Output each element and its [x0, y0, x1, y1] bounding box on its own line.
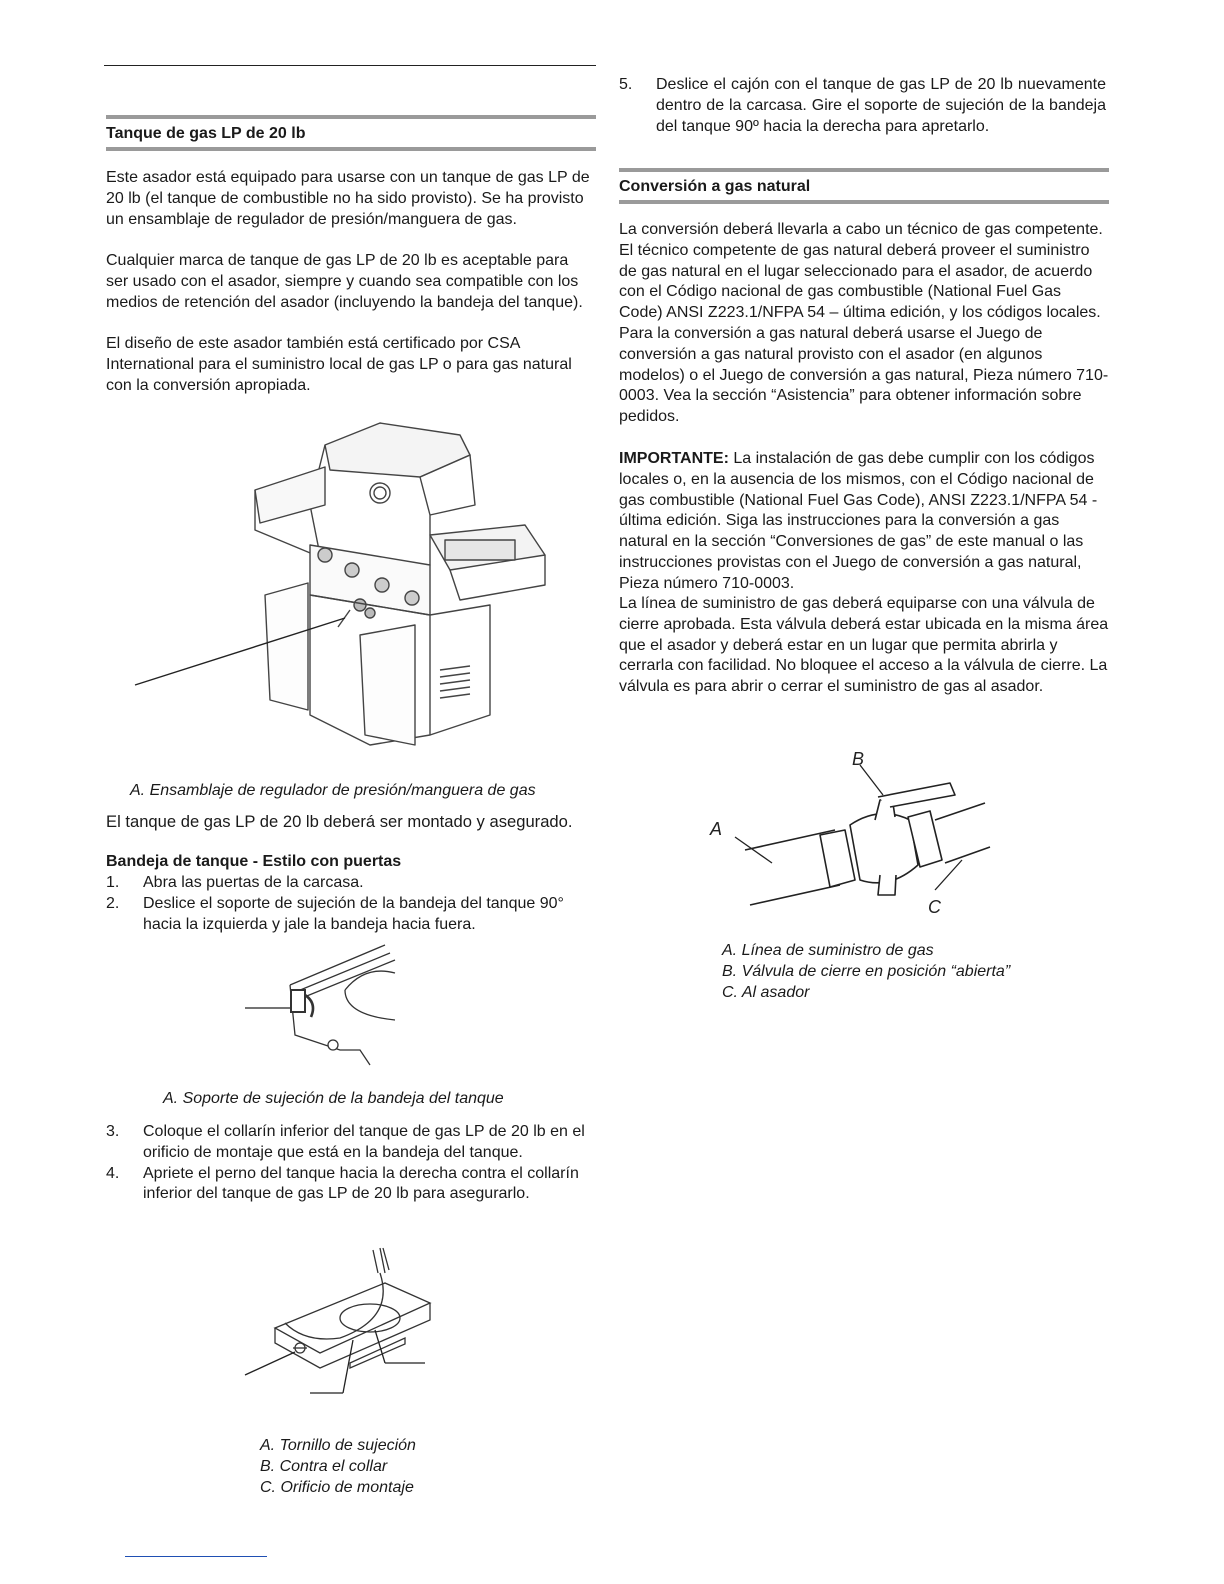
- steps-list-a: [106, 873, 576, 935]
- list-item: 2. Deslice el soporte de sujeción de la bandeja del tanque 90° hacia la izquierda y jale la bandeja hacia fuera.: [106, 894, 564, 933]
- tray-illustration: [245, 1248, 435, 1398]
- grill-illustration: [130, 415, 560, 755]
- valve-label-a: A: [710, 819, 723, 839]
- important-paragraph: IMPORTANTE: La instalación de gas debe cumplir con los códigos locales o, en la ausencia de los mismos, con el Código nacional de gas combustible (National Fuel Gas Code), ANSI Z223.1/NFPA 54 - última edición. Siga las instrucciones para la conversión a gas natural en la sección “Conversiones de gas” de este manual o las instrucciones provistas con el Juego de conversión a gas natural, Pieza número 710-0003.: [619, 450, 1098, 592]
- top-rule: [104, 65, 596, 66]
- list-item: 5. Deslice el cajón con el tanque de gas LP de 20 lb nuevamente dentro de la carcasa. Gire el soporte de sujeción de la bandeja del tanque 90º hacia la derecha para apretarlo.: [619, 76, 1106, 135]
- tray-caption-a: A. Tornillo de sujeción: [260, 1437, 416, 1454]
- important-label: IMPORTANTE:: [619, 450, 729, 467]
- list-item: 4. Apriete el perno del tanque hacia la derecha contra el collarín inferior del tanque de gas LP de 20 lb para asegurarlo.: [106, 1164, 579, 1203]
- steps-list-b: [106, 1122, 586, 1205]
- valve-illustration: [700, 745, 1000, 920]
- tray-caption-b: B. Contra el collar: [260, 1458, 388, 1475]
- intro-paragraph-3: El diseño de este asador también está certificado por CSA International para el suministro local de gas LP o para gas natural con la conversión apropiada.: [106, 335, 572, 394]
- section-header-natural-gas: [619, 168, 1109, 204]
- section-title: Conversión a gas natural: [619, 178, 811, 195]
- steps-list-c: [619, 75, 1106, 137]
- list-item: 1. Abra las puertas de la carcasa.: [106, 874, 364, 891]
- bracket-caption: A. Soporte de sujeción de la bandeja del tanque: [163, 1090, 504, 1107]
- subhead-tank-tray: Bandeja de tanque - Estilo con puertas: [106, 853, 402, 870]
- intro-paragraph-1: Este asador está equipado para usarse con un tanque de gas LP de 20 lb (el tanque de combustible no ha sido provisto). Se ha provisto un ensamblaje de regulador de presión/manguera de gas.: [106, 169, 590, 228]
- footer-link-line: [125, 1556, 267, 1557]
- valve-label-c: C: [928, 897, 941, 917]
- mount-note: El tanque de gas LP de 20 lb deberá ser montado y asegurado.: [106, 812, 573, 831]
- grill-caption: A. Ensamblaje de regulador de presión/manguera de gas: [130, 782, 536, 799]
- conversion-paragraph: La conversión deberá llevarla a cabo un técnico de gas competente. El técnico competente de gas natural deberá proveer el suministro de gas natural en el lugar seleccionado para el asador, de acuerdo con el Código nacional de gas combustible (National Fuel Gas Code) ANSI Z223.1/NFPA 54 – última edición, y los códigos locales. Para la conversión a gas natural deberá usarse el Juego de conversión a gas natural provisto con el asador (en algunos modelos) o el Juego de conversión a gas natural, Pieza número 710-0003. Vea la sección “Asistencia” para obtener información sobre pedidos.: [619, 221, 1109, 426]
- supply-line-paragraph: La línea de suministro de gas deberá equiparse con una válvula de cierre aprobada. Esta válvula deberá estar ubicada en la misma área que el asador y deberá estar en un lugar que permita abrirla y cerrarla con facilidad. No bloquee el acceso a la válvula de cierre. La válvula es para abrir o cerrar el suministro de gas al asador.: [619, 595, 1109, 696]
- list-item: 3. Coloque el collarín inferior del tanque de gas LP de 20 lb en el orificio de montaje que está en la bandeja del tanque.: [106, 1123, 585, 1161]
- section-title: Tanque de gas LP de 20 lb: [106, 125, 306, 142]
- section-header-lp-tank: [106, 115, 596, 151]
- bracket-illustration: [245, 945, 405, 1065]
- valve-caption-a: A. Línea de suministro de gas: [722, 942, 934, 959]
- intro-paragraph-2: Cualquier marca de tanque de gas LP de 20 lb es aceptable para ser usado con el asador, siempre y cuando sea compatible con los medios de retención del asador (incluyendo la bandeja del tanque).: [106, 252, 583, 311]
- valve-caption-c: C. Al asador: [722, 984, 810, 1001]
- tray-caption-c: C. Orificio de montaje: [260, 1479, 414, 1496]
- valve-caption-b: B. Válvula de cierre en posición “abierta”: [722, 963, 1011, 980]
- valve-label-b: B: [852, 749, 865, 769]
